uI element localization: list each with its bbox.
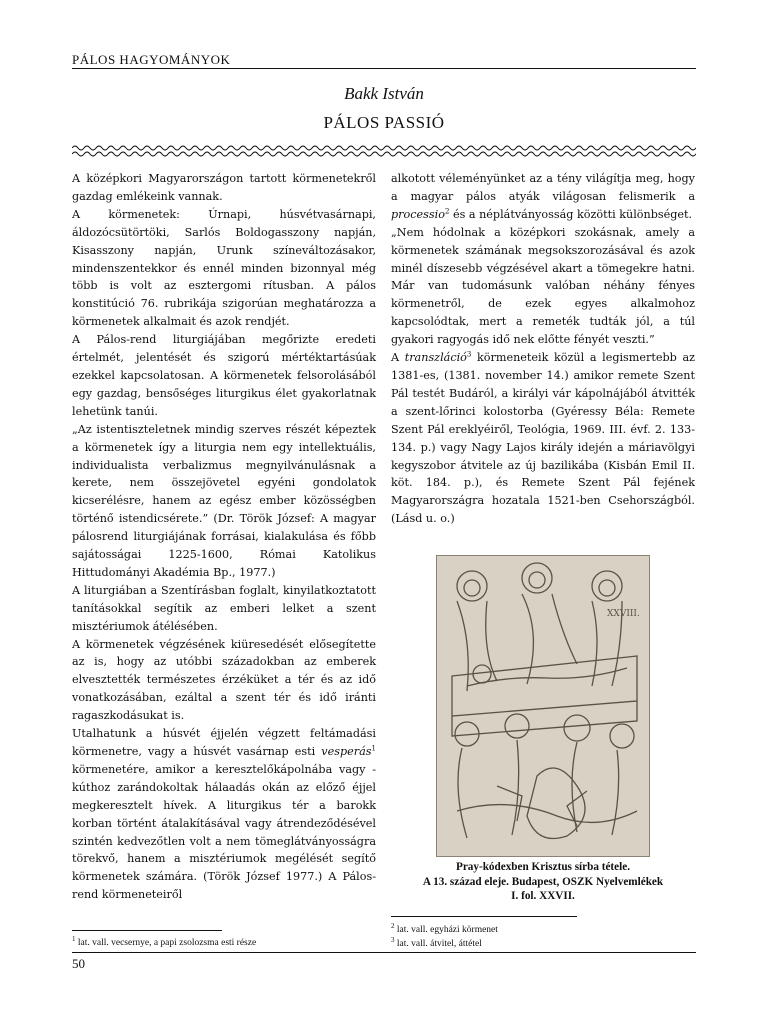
codex-folio-label: XXVIII. xyxy=(607,609,640,619)
paragraph: A liturgiában a Szentírásban foglalt, kinyilatkoztatott tanításokkal segítik az emberi lelket a szent misztériumok átélésében. xyxy=(72,583,376,633)
footnote-1 xyxy=(72,934,376,949)
footnote-reference[interactable]: 1 xyxy=(371,744,376,753)
footer-rule xyxy=(72,952,696,953)
italic-term: processio xyxy=(391,207,445,221)
text-run: Utalhatunk a húsvét éjjelén végzett feltámadási körmenetre, vagy a húsvét vasárnap esti xyxy=(72,727,376,758)
footnote-text: lat. vall. vecsernye, a papi zsolozsma esti része xyxy=(75,938,257,948)
footnote-reference[interactable]: 2 xyxy=(444,207,450,216)
left-column xyxy=(72,170,376,904)
caption-line: Pray-kódexben Krisztus sírba tétele. xyxy=(455,861,630,873)
paragraph: A középkori Magyarországon tartott körmenetekről gazdag emlékeink vannak. xyxy=(72,172,376,203)
quote-paragraph: „Nem hódolnak a középkori szokásnak, amely a körmenetek számának megsokszorozásával és azok minél díszesebb végzésével akart a tömegekre hatni. Már van tudomásunk valóban néhány fényes körmenetről, de ezek egyes alkalmohoz kapcsolódtak, mert a remeték tudták jól, a túl gyakori ragyogás idő nek előtte fényét veszti.” xyxy=(391,225,695,347)
text-run: és a néplátványosság közötti különbséget. xyxy=(449,207,693,221)
italic-term: transzláció xyxy=(404,351,467,365)
caption-line: I. fol. XXVII. xyxy=(511,890,575,902)
figure-caption xyxy=(391,860,695,904)
article-title: PÁLOS PASSIÓ xyxy=(323,113,445,132)
header-rule xyxy=(72,68,696,69)
footnote-mark: 3 xyxy=(391,935,395,944)
article-author: Bakk István xyxy=(344,84,424,103)
paragraph xyxy=(391,349,695,528)
footnote-rule-left xyxy=(72,930,222,931)
footnote-text: lat. vall. egyházi körmenet xyxy=(394,925,498,935)
italic-term: vesperás xyxy=(321,745,372,758)
footnote-2 xyxy=(391,921,695,936)
paragraph: A Pálos-rend liturgiájában megőrizte eredeti értelmét, jelentését és szigorú mértéktartásúak ezekkel kapcsolatosan. A körmenetek felsorolásából egy gazdag, bensőséges liturgikus élet gyakorlatnak lehetünk tanúi. xyxy=(72,333,376,418)
paragraph xyxy=(391,170,695,224)
quote-paragraph: „Az istentiszteletnek mindig szerves részét képeztek a körmenetek így a liturgia nem egy intellektuális, individualista verbalizmus megnyilvánulásnak a kerete, nem összejövetel egyéni gondolatok kicserélésre, hanem az egész ember közösségben történő istendicsérete.” (Dr. Török József: A magyar pálosrend liturgiájának forrásai, kialakulása és főbb sajátosságai 1225-1600, Római Katolikus Hittudományi Akadémia Bp., 1977.) xyxy=(72,422,376,579)
text-run: körmeneteik közül a legismertebb az 1381-es, (1381. november 14.) amikor remete Szent Pál testét Budáról, a királyi vár kápolnájából átvitték a szent-lőrinci kolostorba (Gyéressy Béla: Remete Szent Pál ereklyéiről, Teológia, 1969. III. évf. 2. 133-134. p.) vagy Nagy Lajos király idején a máriavölgyi kegyszobor átvitele az új bazilikába (Kisbán Emil II. köt. 184. p.), és Remete Szent Pál fejének Magyarországra hozatala 1521-ben Csehországból. (Lásd u. o.) xyxy=(391,351,696,526)
text-run: körmenetére, amikor a keresztelőkápolnába vagy -kúthoz zarándokoltak hálaadás okán az előző éjjel megkeresztelt hívek. A liturgikus tér a barokk korban történt átalakításával vagy átrendeződésével szintén kedvezőtlen volt a nem tömeglátványosságra törekvő, hanem a misztériumok megélését segítő körmenetek számára. (Török József 1977.) A Pálos-rend körmeneteiről xyxy=(72,762,376,902)
text-run: A xyxy=(391,351,405,365)
paragraph: A körmenetek: Úrnapi, húsvétvasárnapi, áldozócsütörtöki, Sarlós Boldogasszony napján, Kisasszony napján, Urunk színeváltozásakor, mindenszentekkor és ennél minden bizonnyal még több is volt az esztergomi rítusban. A pálos konstitúció 76. rubrikája szigorúan meghatározza a körmenetek alkalmait és azok rendjét. xyxy=(72,207,376,329)
running-header: PÁLOS HAGYOMÁNYOK xyxy=(72,52,231,67)
caption-line: A 13. század eleje. Budapest, OSZK Nyelvemlékek xyxy=(422,875,664,888)
decorative-wave-divider xyxy=(72,144,696,158)
text-run: alkotott véleményünket az a tény világítja meg, hogy a magyar pálos atyák világosan felismerik a xyxy=(391,172,695,203)
footnote-3 xyxy=(391,935,695,950)
footnote-text: lat. vall. átvitel, áttétel xyxy=(394,939,482,949)
paragraph xyxy=(72,725,376,904)
footnote-reference[interactable]: 3 xyxy=(466,350,472,359)
footnote-rule-right xyxy=(391,916,577,917)
right-column xyxy=(391,170,695,528)
page-number: 50 xyxy=(72,956,85,971)
codex-illustration xyxy=(436,555,650,857)
codex-drawing-image xyxy=(437,556,649,856)
footnote-mark: 1 xyxy=(72,934,76,943)
footnote-mark: 2 xyxy=(391,921,395,930)
paragraph: A körmenetek végzésének kiüresedését elősegítette az is, hogy az utóbbi századokban az emberek elvesztették természetes érzéküket a tér és az idő vonatkozásában, ezáltal a szent tér és idő iránti ragaszkodásukat is. xyxy=(72,637,376,723)
